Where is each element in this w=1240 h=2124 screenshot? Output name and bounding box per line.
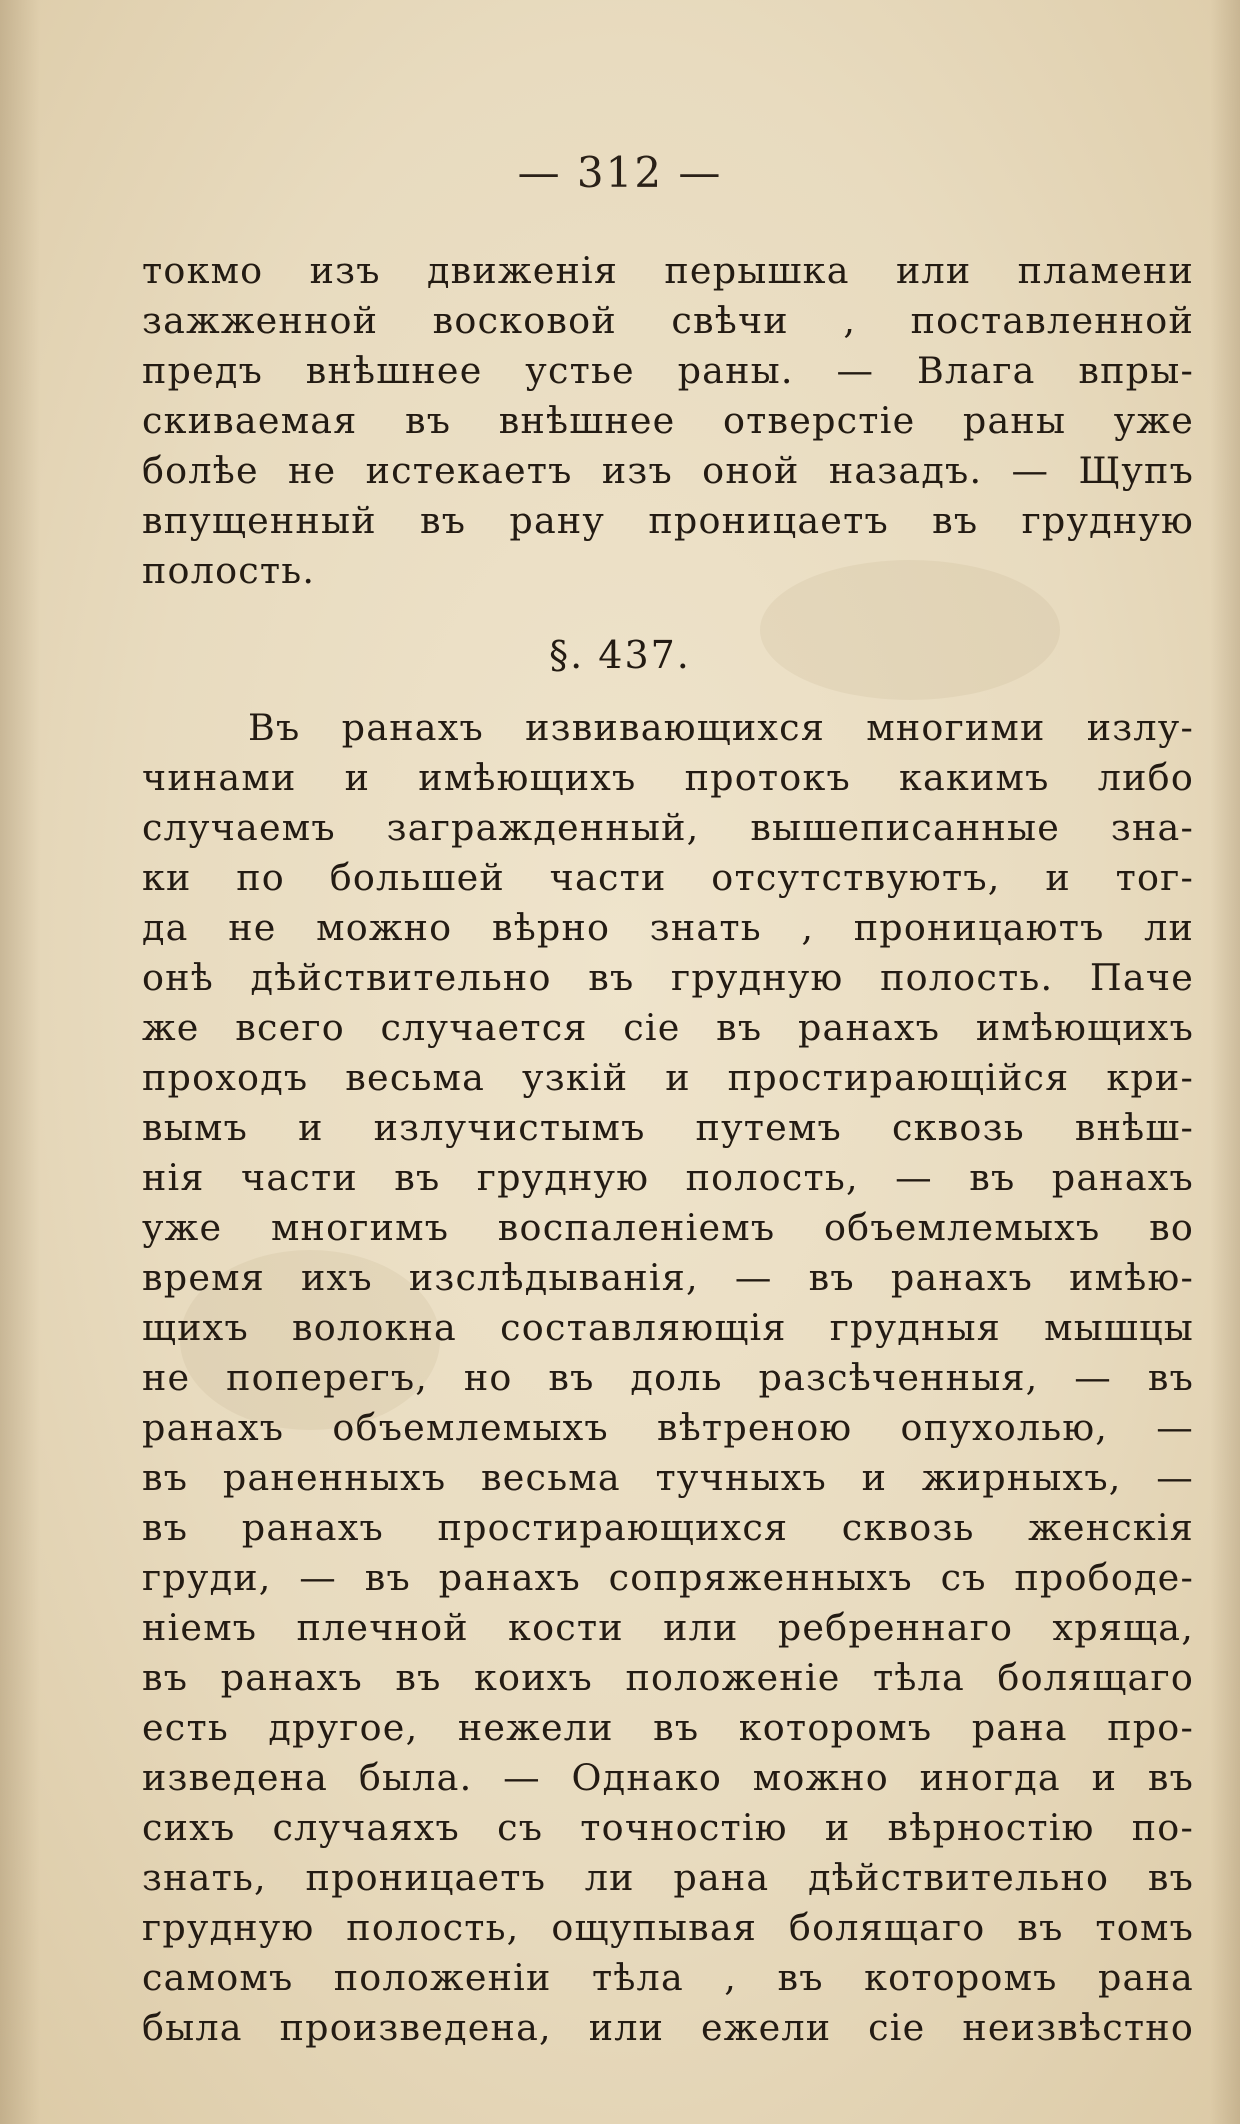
text-line: ранахъ объемлемыхъ вѣтреною опухолью, — [142,1406,1194,1449]
text-line: уже многимъ воспаленіемъ объемлемыхъ во [142,1206,1194,1249]
section-heading: §. 437. [549,633,691,677]
page-left-edge-shadow [0,0,40,2124]
text-line: нія части въ грудную полость, — въ ранахъ [142,1156,1194,1199]
text-line: вымъ и излучистымъ путемъ сквозь внѣш- [142,1106,1194,1149]
text-line: въ ранахъ въ коихъ положеніе тѣла болящаго [142,1656,1194,1699]
text-line: предъ внѣшнее устье раны. — Влага впры- [142,349,1194,392]
text-line: впущенный въ рану проницаетъ въ грудную [142,499,1194,542]
text-line: время ихъ изслѣдыванія, — въ ранахъ имѣю- [142,1256,1194,1299]
text-line: есть другое, нежели въ которомъ рана про- [142,1706,1194,1749]
text-line: не поперегъ, но въ доль разсѣченныя, — въ [142,1356,1194,1399]
text-line: случаемъ загражденный, вышеписанные зна- [142,806,1194,849]
text-line: проходъ весьма узкій и простирающійся кри- [142,1056,1194,1099]
text-line: онѣ дѣйствительно въ грудную полость. Паче [142,956,1194,999]
text-line: самомъ положеніи тѣла , въ которомъ рана [142,1956,1194,1999]
text-line: изведена была. — Однако можно иногда и въ [142,1756,1194,1799]
text-line: въ ранахъ простирающихся сквозь женскія [142,1506,1194,1549]
text-line: Въ ранахъ извивающихся многими излу- [248,706,1194,749]
text-line: токмо изъ движенія перышка или пламени [142,249,1194,292]
text-line: болѣе не истекаетъ изъ оной назадъ. — Щупъ [142,449,1194,492]
text-line: знать, проницаетъ ли рана дѣйствительно въ [142,1856,1194,1899]
text-line: же всего случается сіе въ ранахъ имѣющихъ [142,1006,1194,1049]
text-line: полость. [142,549,316,592]
text-line: ніемъ плечной кости или ребреннаго хряща, [142,1606,1194,1649]
text-line: ки по большей части отсутствуютъ, и тог- [142,856,1194,899]
text-line: сихъ случаяхъ съ точностію и вѣрностію по- [142,1806,1194,1849]
text-line: чинами и имѣющихъ протокъ какимъ либо [142,756,1194,799]
text-line: въ раненныхъ весьма тучныхъ и жирныхъ, — [142,1456,1194,1499]
text-line: зажженной восковой свѣчи , поставленной [142,299,1194,342]
text-line: да не можно вѣрно знать , проницаютъ ли [142,906,1194,949]
text-line: была произведена, или ежели сіе неизвѣстно [142,2006,1194,2049]
text-line: грудную полость, ощупывая болящаго въ томъ [142,1906,1194,1949]
text-line: скиваемая въ внѣшнее отверстіе раны уже [142,399,1194,442]
page-right-edge-shadow [1210,0,1240,2124]
text-line: щихъ волокна составляющія грудныя мышцы [142,1306,1194,1349]
text-line: груди, — въ ранахъ сопряженныхъ съ прободе- [142,1556,1194,1599]
page-number-header: — 312 — [517,148,723,197]
